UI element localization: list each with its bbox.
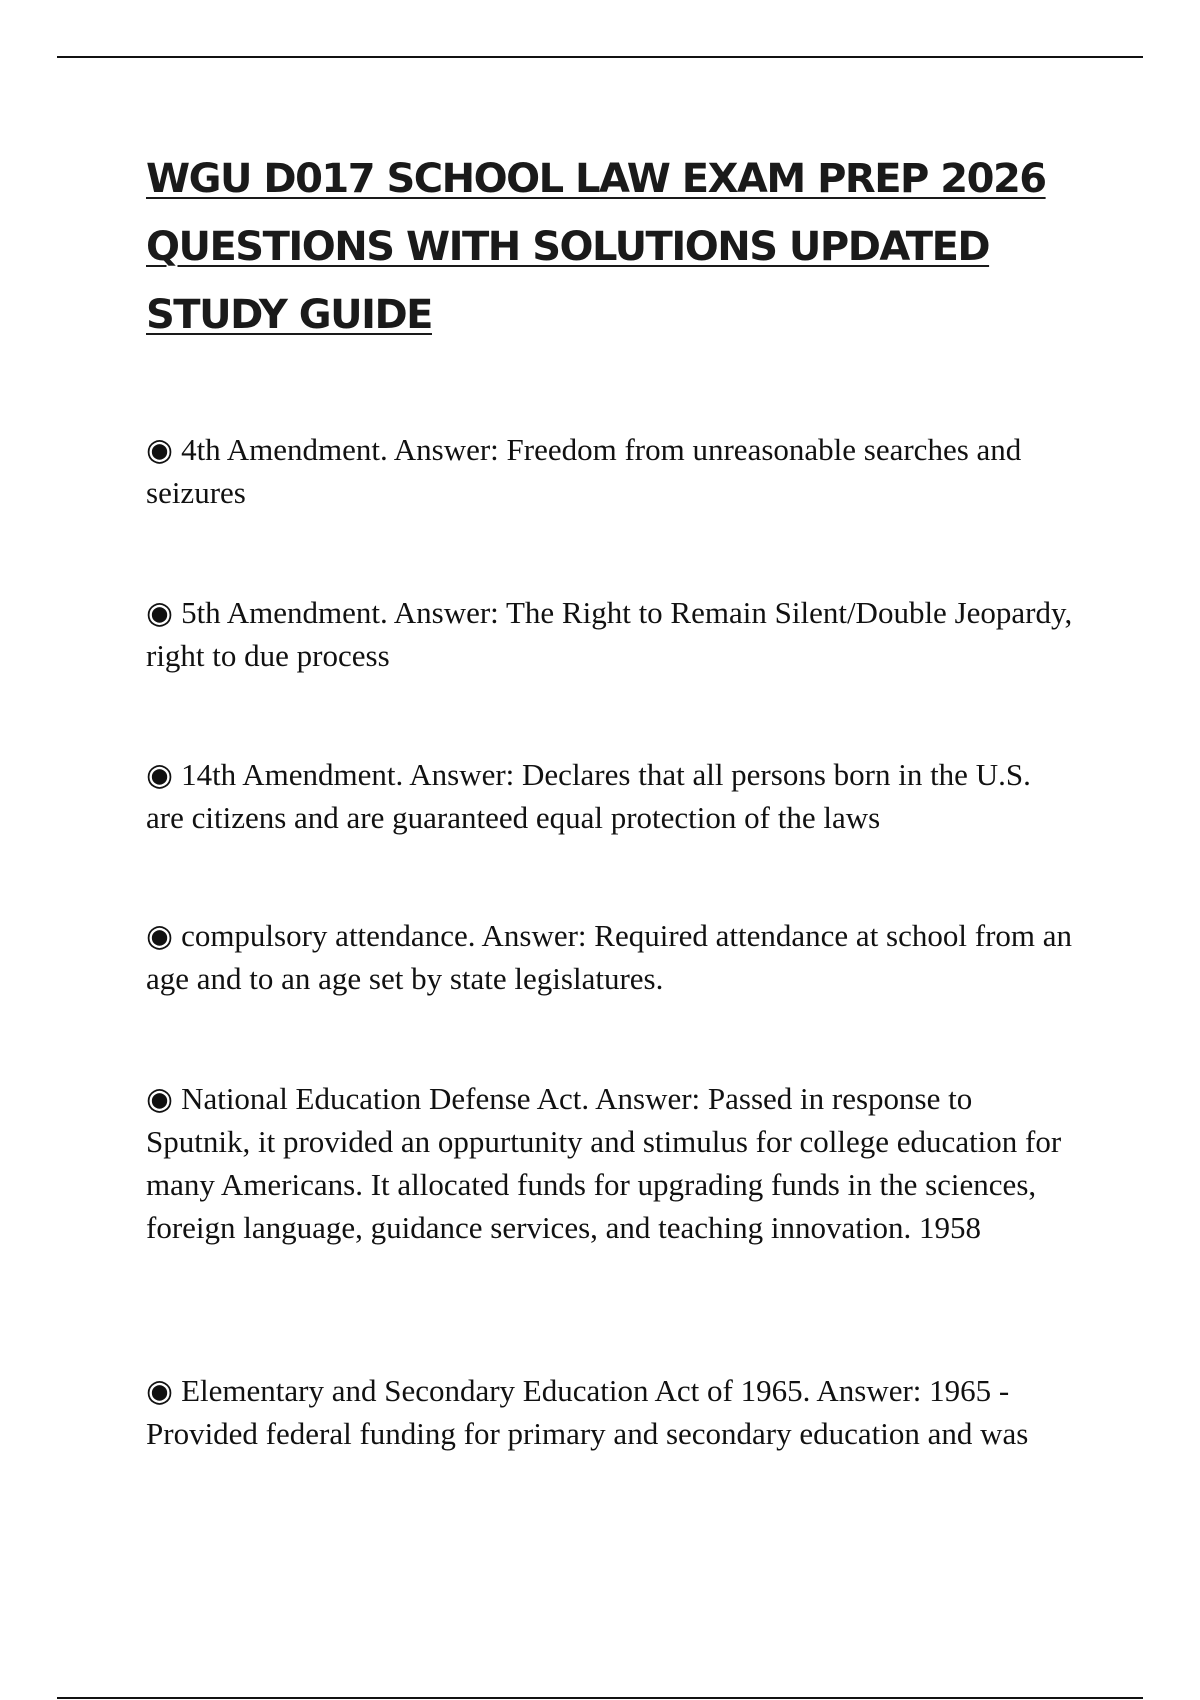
- qa-item: [146, 914, 1076, 1000]
- qa-item-text: 4th Amendment. Answer: Freedom from unreasonable searches and seizures: [146, 432, 1022, 510]
- qa-item-text: 5th Amendment. Answer: The Right to Remain Silent/Double Jeopardy, right to due process: [146, 595, 1073, 673]
- qa-item: [146, 428, 1076, 514]
- qa-item-text: Elementary and Secondary Education Act of 1965. Answer: 1965 - Provided federal funding for primary and secondary education and was: [146, 1373, 1029, 1451]
- document-title: WGU D017 SCHOOL LAW EXAM PREP 2026 QUESTIONS WITH SOLUTIONS UPDATED STUDY GUIDE: [146, 156, 1046, 338]
- bullet-icon: ◉: [146, 1373, 174, 1408]
- qa-item: [146, 1077, 1076, 1249]
- qa-item: [146, 753, 1076, 839]
- qa-item-text: 14th Amendment. Answer: Declares that all persons born in the U.S. are citizens and are guaranteed equal protection of the laws: [146, 757, 1031, 835]
- qa-item: [146, 1369, 1076, 1455]
- bullet-icon: ◉: [146, 757, 174, 792]
- qa-item: [146, 591, 1076, 677]
- bullet-icon: ◉: [146, 432, 174, 467]
- top-rule: [57, 56, 1143, 58]
- bottom-rule: [57, 1697, 1143, 1699]
- qa-item-text: compulsory attendance. Answer: Required attendance at school from an age and to an age set by state legislatures.: [146, 918, 1073, 996]
- bullet-icon: ◉: [146, 1081, 174, 1116]
- qa-item-text: National Education Defense Act. Answer: Passed in response to Sputnik, it provided an oppurtunity and stimulus for college education for many Americans. It allocated funds for upgrading funds in the sciences, foreign language, guidance services, and teaching innovation. 1958: [146, 1081, 1062, 1245]
- bullet-icon: ◉: [146, 918, 174, 953]
- bullet-icon: ◉: [146, 595, 174, 630]
